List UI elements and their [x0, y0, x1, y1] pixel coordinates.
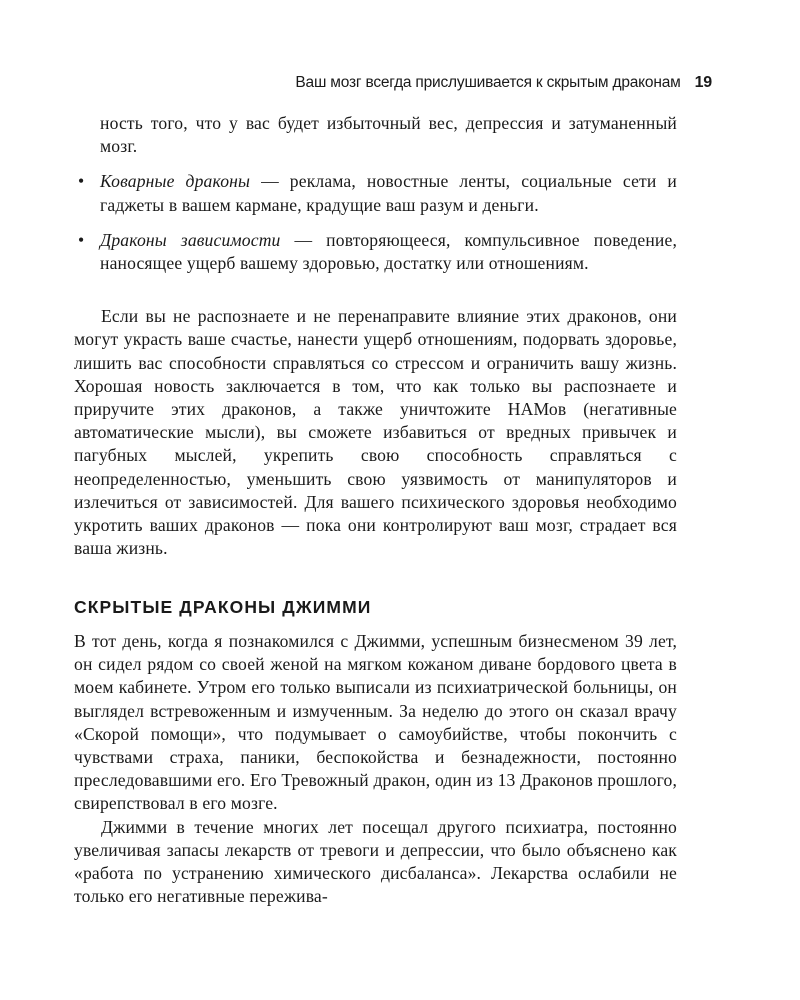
bullet-marker: • — [78, 171, 85, 192]
running-head-title: Ваш мозг всегда прислушивается к скрытым драконам — [295, 74, 681, 91]
page-number: 19 — [694, 74, 712, 91]
body-paragraph: Джимми в течение многих лет посещал другого психиатра, постоянно увеличивая запасы лекарств от тревоги и депрессии, что было объяснено как «работа по устранению химического дисбаланса». Лекарства ослабили не только его негативные пережива- — [74, 816, 677, 907]
running-head — [295, 74, 712, 92]
bullet-item-addiction-dragons — [78, 229, 677, 275]
continuation-text: ность того, что у вас будет избыточный вес, депрессия и затуманенный мозг. — [100, 113, 677, 157]
bullet-term: Коварные драконы — [100, 171, 251, 192]
body-paragraph: Если вы не распознаете и не перенаправите влияние этих драконов, они могут украсть ваше счастье, нанести ущерб отношениям, подорвать здоровье, лишить вас способности справляться со стрессом и ограничить вашу жизнь. Хорошая новость заключается в том, что как только вы распознаете и приручите этих драконов, а также уничтожите НАМов (негативные автоматические мысли), вы сможете избавиться от вредных привычек и пагубных мыслей, укрепить свою способность справляться с неопределенностью, уменьшить свою уязвимость от манипуляторов и излечиться от зависимостей. Для вашего психического здоровья необходимо укротить ваших драконов — пока они контролируют ваш мозг, страдает вся ваша жизнь. — [74, 306, 677, 559]
bullet-marker: • — [78, 229, 85, 250]
section-heading: СКРЫТЫЕ ДРАКОНЫ ДЖИММИ — [74, 597, 372, 617]
body-paragraph: В тот день, когда я познакомился с Джимми, успешным бизнесменом 39 лет, он сидел рядом со своей женой на мягком кожаном диване бордового цвета в моем кабинете. Утром его только выписали из психиатрической больницы, он выглядел встревоженным и измученным. За неделю до этого он сказал врачу «Скорой помощи», что подумывает о самоубийстве, чтобы покончить с чувствами страха, паники, беспокойства и безнадежности, постоянно преследовавшими его. Его Тревожный дракон, один из 13 Драконов прошлого, свирепствовал в его мозге. — [74, 631, 677, 814]
bullet-item-insidious-dragons — [78, 170, 677, 216]
lower-text-block — [74, 630, 677, 908]
bullet-text: — повторяющееся, компульсивное поведение, наносящее ущерб вашему здоровью, достатку или отношениям. — [100, 229, 677, 274]
upper-text-block — [74, 112, 677, 560]
bullet-text: — реклама, новостные ленты, социальные сети и гаджеты в вашем кармане, крадущие ваш разум и деньги. — [100, 171, 677, 215]
bullet-term: Драконы зависимости — [100, 229, 281, 250]
